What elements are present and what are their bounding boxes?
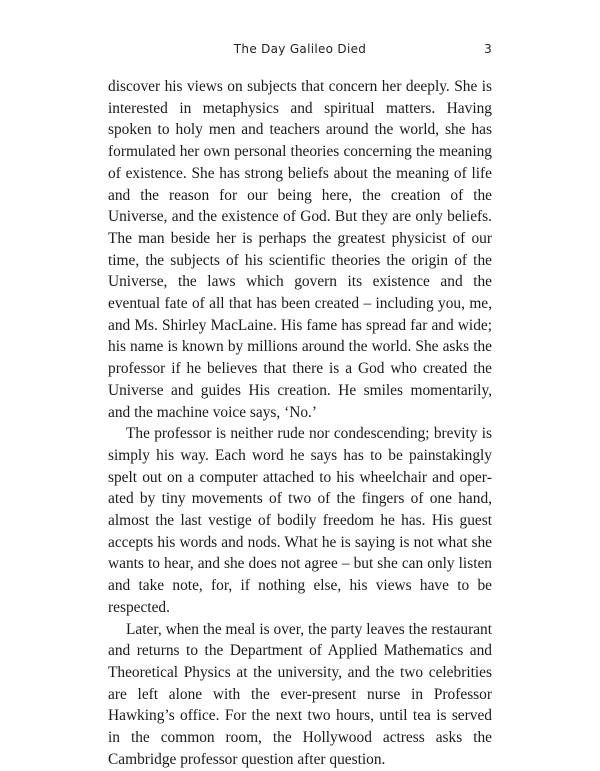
- paragraph-2: The professor is neither rude nor condescending; brevity is simply his way. Each word he says has to be painstakingly spelt out on a computer attached to his wheelchair and operated by tiny movements of two of the fingers of one hand, almost the last vestige of bodily freedom he has. His guest accepts his words and nods. What he is saying is not what she wants to hear, and she does not agree – but she can only listen and take note, for, if nothing else, his views have to be respected.: [108, 425, 492, 616]
- paragraph-1: discover his views on subjects that concern her deeply. She is interested in metaphysics and spiritual matters. Having spoken to holy men and teachers around the world, she has formulated her own personal theories concerning the meaning of existence. She has strong beliefs about the meaning of life and the reason for our being here, the creation of the Universe, and the existence of God. But they are only beliefs. The man beside her is perhaps the greatest physicist of our time, the subjects of his scientific theories the origin of the Universe, the laws which govern its existence and the eventual fate of all that has been created – including you, me, and Ms. Shirley MacLaine. His fame has spread far and wide; his name is known by millions around the world. She asks the professor if he believes that there is a God who created the Universe and guides His creation. He smiles momentarily, and the machine voice says, ‘No.’: [108, 78, 492, 421]
- running-header: [108, 42, 492, 62]
- paragraph-3: Later, when the meal is over, the party leaves the restaurant and returns to the Department of Applied Mathematics and Theoretical Physics at the university, and the two celebrities are left alone with the ever-present nurse in Professor Hawking’s office. For the next two hours, until tea is served in the common room, the Hollywood actress asks the Cambridge professor question after question.: [108, 620, 492, 768]
- running-title: The Day Galileo Died: [233, 42, 367, 56]
- page-number: 3: [484, 42, 492, 56]
- body-text: [108, 76, 492, 771]
